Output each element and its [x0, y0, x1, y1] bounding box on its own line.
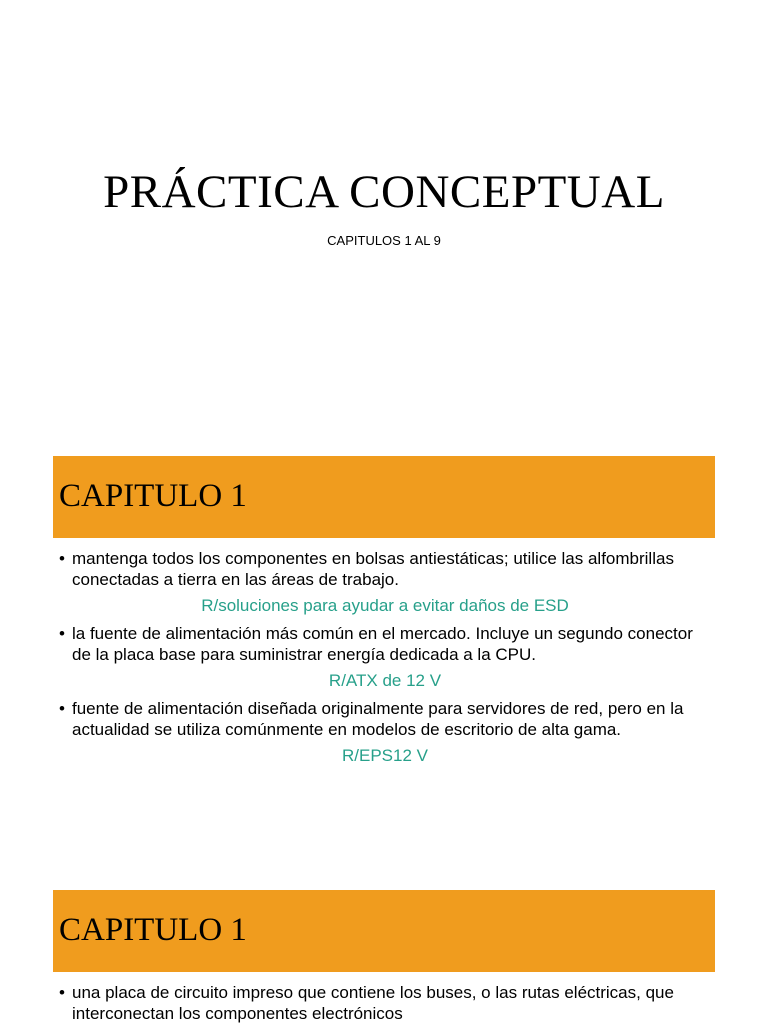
answer-text: R/soluciones para ayudar a evitar daños de ESD [201, 596, 569, 615]
bullet-dot: • [59, 624, 65, 643]
bullet-text: una placa de circuito impreso que contiene los buses, o las rutas eléctricas, que interconectan los componentes electrónicos [72, 983, 674, 1023]
bullet-item [59, 623, 711, 665]
presentation-title: PRÁCTICA CONCEPTUAL [103, 166, 665, 218]
answer-text: R/EPS12 V [342, 746, 428, 765]
slide-capitulo-1-second [53, 890, 715, 1024]
slide-capitulo-1 [53, 456, 715, 773]
bullet-item [59, 548, 711, 590]
bullet-dot: • [59, 699, 65, 718]
slide-body [53, 972, 715, 1024]
title-slide [0, 0, 768, 430]
bullet-item [59, 698, 711, 740]
bullet-text: mantenga todos los componentes en bolsas antiestáticas; utilice las alfombrillas conectadas a tierra en las áreas de trabajo. [72, 549, 674, 589]
bullet-dot: • [59, 983, 65, 1002]
bullet-item [59, 982, 711, 1024]
slide-body [53, 538, 715, 766]
bullet-dot: • [59, 549, 65, 568]
presentation-subtitle: CAPITULOS 1 AL 9 [327, 233, 441, 248]
bullet-text: la fuente de alimentación más común en el mercado. Incluye un segundo conector de la placa base para suministrar energía dedicada a la CPU. [72, 624, 693, 664]
slide-header [53, 890, 715, 972]
bullet-text: fuente de alimentación diseñada originalmente para servidores de red, pero en la actualidad se utiliza comúnmente en modelos de escritorio de alta gama. [72, 699, 684, 739]
slide-header [53, 456, 715, 538]
answer-text: R/ATX de 12 V [328, 671, 442, 690]
slide-title: CAPITULO 1 [59, 912, 247, 948]
slide-title: CAPITULO 1 [59, 478, 247, 514]
